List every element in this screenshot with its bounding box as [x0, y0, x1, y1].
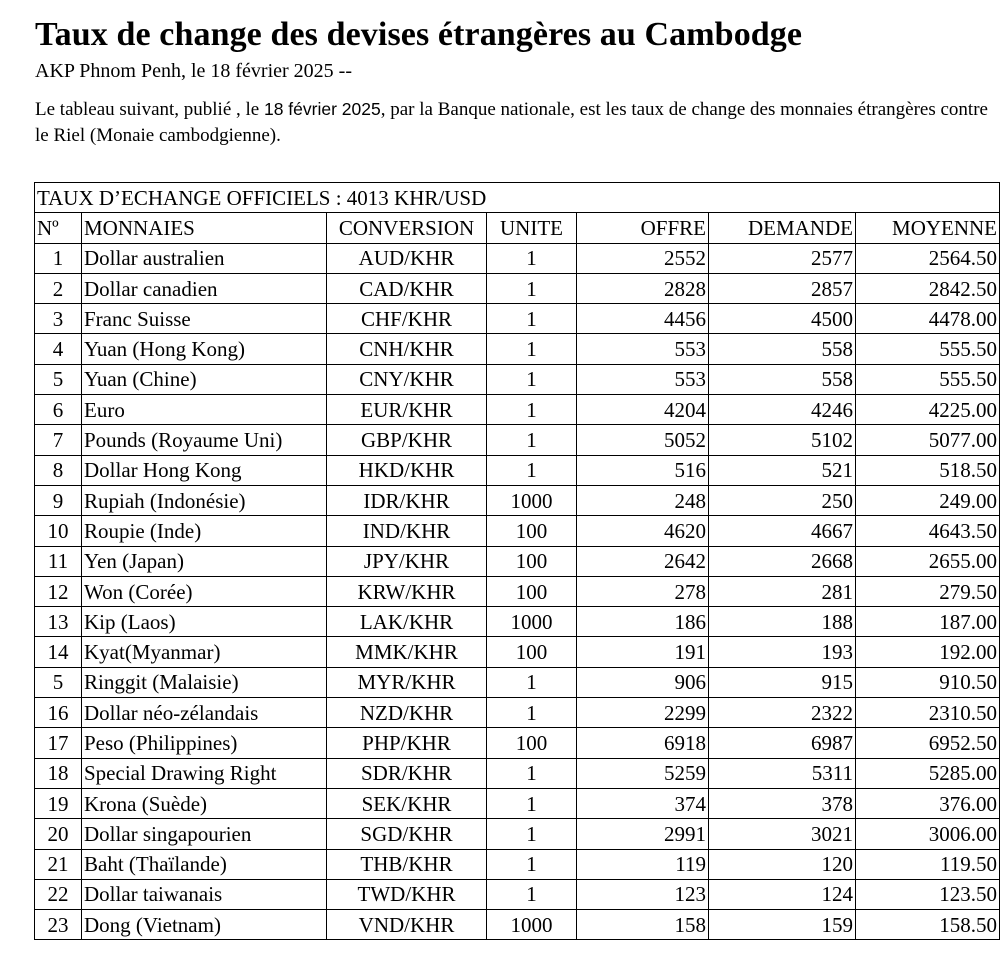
offer-value: 278: [577, 576, 709, 606]
average-value: 5285.00: [856, 758, 1000, 788]
average-value: 376.00: [856, 788, 1000, 818]
unit-value: 1: [487, 819, 577, 849]
currency-pair: MMK/KHR: [327, 637, 487, 667]
demand-value: 6987: [709, 728, 856, 758]
demand-value: 2668: [709, 546, 856, 576]
currency-pair: VND/KHR: [327, 910, 487, 940]
demand-value: 915: [709, 667, 856, 697]
row-num: 5: [35, 364, 82, 394]
currency-pair: KRW/KHR: [327, 576, 487, 606]
currency-pair: IDR/KHR: [327, 485, 487, 515]
average-value: 187.00: [856, 607, 1000, 637]
row-num: 10: [35, 516, 82, 546]
row-num: 16: [35, 698, 82, 728]
average-value: 555.50: [856, 334, 1000, 364]
table-banner-row: [35, 183, 1000, 213]
table-row: [35, 243, 1000, 273]
offer-value: 374: [577, 788, 709, 818]
demand-value: 188: [709, 607, 856, 637]
row-num: 22: [35, 879, 82, 909]
currency-name: Rupiah (Indonésie): [82, 485, 327, 515]
currency-name: Krona (Suède): [82, 788, 327, 818]
table-row: [35, 788, 1000, 818]
exchange-rate-table: [34, 182, 1000, 940]
average-value: 4643.50: [856, 516, 1000, 546]
currency-pair: JPY/KHR: [327, 546, 487, 576]
unit-value: 1: [487, 395, 577, 425]
offer-value: 2991: [577, 819, 709, 849]
demand-value: 4667: [709, 516, 856, 546]
demand-value: 2322: [709, 698, 856, 728]
average-value: 123.50: [856, 879, 1000, 909]
table-row: [35, 304, 1000, 334]
demand-value: 250: [709, 485, 856, 515]
row-num: 13: [35, 607, 82, 637]
unit-value: 1: [487, 364, 577, 394]
unit-value: 1: [487, 304, 577, 334]
average-value: 4478.00: [856, 304, 1000, 334]
average-value: 2564.50: [856, 243, 1000, 273]
currency-pair: EUR/KHR: [327, 395, 487, 425]
unit-value: 1: [487, 667, 577, 697]
offer-value: 553: [577, 364, 709, 394]
currency-pair: LAK/KHR: [327, 607, 487, 637]
offer-value: 4620: [577, 516, 709, 546]
demand-value: 120: [709, 849, 856, 879]
offer-value: 186: [577, 607, 709, 637]
average-value: 5077.00: [856, 425, 1000, 455]
average-value: 555.50: [856, 364, 1000, 394]
unit-value: 1: [487, 425, 577, 455]
demand-value: 4500: [709, 304, 856, 334]
col-header-unit: UNITE: [487, 213, 577, 243]
table-row: [35, 425, 1000, 455]
demand-value: 159: [709, 910, 856, 940]
unit-value: 1: [487, 758, 577, 788]
row-num: 23: [35, 910, 82, 940]
table-row: [35, 485, 1000, 515]
row-num: 21: [35, 849, 82, 879]
offer-value: 4456: [577, 304, 709, 334]
currency-name: Yuan (Hong Kong): [82, 334, 327, 364]
demand-value: 378: [709, 788, 856, 818]
unit-value: 1000: [487, 485, 577, 515]
demand-value: 124: [709, 879, 856, 909]
table-row: [35, 637, 1000, 667]
currency-pair: CNH/KHR: [327, 334, 487, 364]
table-row: [35, 849, 1000, 879]
average-value: 910.50: [856, 667, 1000, 697]
table-row: [35, 910, 1000, 940]
unit-value: 1: [487, 698, 577, 728]
currency-name: Ringgit (Malaisie): [82, 667, 327, 697]
offer-value: 553: [577, 334, 709, 364]
intro-text-start: Le tableau suivant, publié , le: [35, 99, 264, 120]
col-header-num: Nº: [35, 213, 82, 243]
average-value: 119.50: [856, 849, 1000, 879]
table-row: [35, 273, 1000, 303]
offer-value: 2552: [577, 243, 709, 273]
table-row: [35, 758, 1000, 788]
table-row: [35, 364, 1000, 394]
average-value: 158.50: [856, 910, 1000, 940]
row-num: 9: [35, 485, 82, 515]
col-header-offer: OFFRE: [577, 213, 709, 243]
offer-value: 2642: [577, 546, 709, 576]
row-num: 12: [35, 576, 82, 606]
table-row: [35, 546, 1000, 576]
average-value: 518.50: [856, 455, 1000, 485]
table-row: [35, 698, 1000, 728]
row-num: 4: [35, 334, 82, 364]
demand-value: 2577: [709, 243, 856, 273]
row-num: 17: [35, 728, 82, 758]
row-num: 5: [35, 667, 82, 697]
row-num: 3: [35, 304, 82, 334]
row-num: 1: [35, 243, 82, 273]
currency-pair: HKD/KHR: [327, 455, 487, 485]
currency-pair: IND/KHR: [327, 516, 487, 546]
currency-name: Euro: [82, 395, 327, 425]
currency-pair: TWD/KHR: [327, 879, 487, 909]
table-row: [35, 879, 1000, 909]
row-num: 8: [35, 455, 82, 485]
row-num: 2: [35, 273, 82, 303]
average-value: 2842.50: [856, 273, 1000, 303]
currency-name: Dollar australien: [82, 243, 327, 273]
unit-value: 100: [487, 576, 577, 606]
currency-name: Baht (Thaïlande): [82, 849, 327, 879]
official-rate-banner: TAUX D’ECHANGE OFFICIELS : 4013 KHR/USD: [35, 183, 1000, 213]
dateline: AKP Phnom Penh, le 18 février 2025 --: [35, 60, 352, 82]
demand-value: 558: [709, 364, 856, 394]
row-num: 19: [35, 788, 82, 818]
col-header-demand: DEMANDE: [709, 213, 856, 243]
unit-value: 1: [487, 788, 577, 818]
currency-pair: SGD/KHR: [327, 819, 487, 849]
offer-value: 191: [577, 637, 709, 667]
unit-value: 100: [487, 637, 577, 667]
offer-value: 906: [577, 667, 709, 697]
currency-pair: CAD/KHR: [327, 273, 487, 303]
table-row: [35, 455, 1000, 485]
unit-value: 1: [487, 455, 577, 485]
currency-name: Yen (Japan): [82, 546, 327, 576]
col-header-average: MOYENNE: [856, 213, 1000, 243]
offer-value: 5259: [577, 758, 709, 788]
table-row: [35, 516, 1000, 546]
currency-name: Special Drawing Right: [82, 758, 327, 788]
currency-name: Roupie (Inde): [82, 516, 327, 546]
row-num: 7: [35, 425, 82, 455]
row-num: 6: [35, 395, 82, 425]
unit-value: 1: [487, 849, 577, 879]
row-num: 18: [35, 758, 82, 788]
offer-value: 2299: [577, 698, 709, 728]
col-header-conversion: CONVERSION: [327, 213, 487, 243]
offer-value: 5052: [577, 425, 709, 455]
unit-value: 100: [487, 516, 577, 546]
currency-name: Dollar néo-zélandais: [82, 698, 327, 728]
currency-name: Franc Suisse: [82, 304, 327, 334]
unit-value: 1: [487, 334, 577, 364]
currency-name: Kip (Laos): [82, 607, 327, 637]
table-row: [35, 576, 1000, 606]
table-row: [35, 667, 1000, 697]
offer-value: 123: [577, 879, 709, 909]
currency-name: Dollar taiwanais: [82, 879, 327, 909]
offer-value: 248: [577, 485, 709, 515]
intro-text-end: , par la Banque nationale, est les taux de change des monnaies étrangères contre le Riel (Monaie cambodgienne).: [35, 99, 988, 146]
currency-name: Won (Corée): [82, 576, 327, 606]
currency-pair: CNY/KHR: [327, 364, 487, 394]
demand-value: 558: [709, 334, 856, 364]
offer-value: 6918: [577, 728, 709, 758]
intro-date: 18 février 2025: [263, 99, 381, 119]
offer-value: 2828: [577, 273, 709, 303]
table-row: [35, 395, 1000, 425]
unit-value: 100: [487, 728, 577, 758]
offer-value: 4204: [577, 395, 709, 425]
average-value: 249.00: [856, 485, 1000, 515]
demand-value: 4246: [709, 395, 856, 425]
currency-pair: NZD/KHR: [327, 698, 487, 728]
unit-value: 1000: [487, 607, 577, 637]
currency-pair: SEK/KHR: [327, 788, 487, 818]
average-value: 6952.50: [856, 728, 1000, 758]
currency-name: Dollar Hong Kong: [82, 455, 327, 485]
table-row: [35, 607, 1000, 637]
average-value: 2310.50: [856, 698, 1000, 728]
average-value: 3006.00: [856, 819, 1000, 849]
demand-value: 281: [709, 576, 856, 606]
table-body: [35, 243, 1000, 940]
row-num: 20: [35, 819, 82, 849]
unit-value: 1: [487, 879, 577, 909]
currency-name: Pounds (Royaume Uni): [82, 425, 327, 455]
currency-pair: AUD/KHR: [327, 243, 487, 273]
intro-paragraph: [35, 96, 997, 149]
table-row: [35, 334, 1000, 364]
average-value: 192.00: [856, 637, 1000, 667]
currency-pair: MYR/KHR: [327, 667, 487, 697]
currency-pair: GBP/KHR: [327, 425, 487, 455]
currency-name: Yuan (Chine): [82, 364, 327, 394]
average-value: 4225.00: [856, 395, 1000, 425]
currency-pair: SDR/KHR: [327, 758, 487, 788]
table-row: [35, 728, 1000, 758]
currency-name: Dong (Vietnam): [82, 910, 327, 940]
demand-value: 3021: [709, 819, 856, 849]
demand-value: 521: [709, 455, 856, 485]
currency-name: Kyat(Myanmar): [82, 637, 327, 667]
average-value: 279.50: [856, 576, 1000, 606]
offer-value: 516: [577, 455, 709, 485]
table-header-row: [35, 213, 1000, 243]
page-title: Taux de change des devises étrangères au Cambodge: [35, 16, 803, 53]
demand-value: 5311: [709, 758, 856, 788]
unit-value: 1000: [487, 910, 577, 940]
currency-name: Dollar canadien: [82, 273, 327, 303]
offer-value: 119: [577, 849, 709, 879]
unit-value: 1: [487, 273, 577, 303]
currency-pair: PHP/KHR: [327, 728, 487, 758]
offer-value: 158: [577, 910, 709, 940]
average-value: 2655.00: [856, 546, 1000, 576]
demand-value: 5102: [709, 425, 856, 455]
currency-name: Peso (Philippines): [82, 728, 327, 758]
currency-name: Dollar singapourien: [82, 819, 327, 849]
demand-value: 2857: [709, 273, 856, 303]
currency-pair: CHF/KHR: [327, 304, 487, 334]
demand-value: 193: [709, 637, 856, 667]
col-header-currency: MONNAIES: [82, 213, 327, 243]
unit-value: 1: [487, 243, 577, 273]
currency-pair: THB/KHR: [327, 849, 487, 879]
row-num: 11: [35, 546, 82, 576]
row-num: 14: [35, 637, 82, 667]
table-row: [35, 819, 1000, 849]
unit-value: 100: [487, 546, 577, 576]
